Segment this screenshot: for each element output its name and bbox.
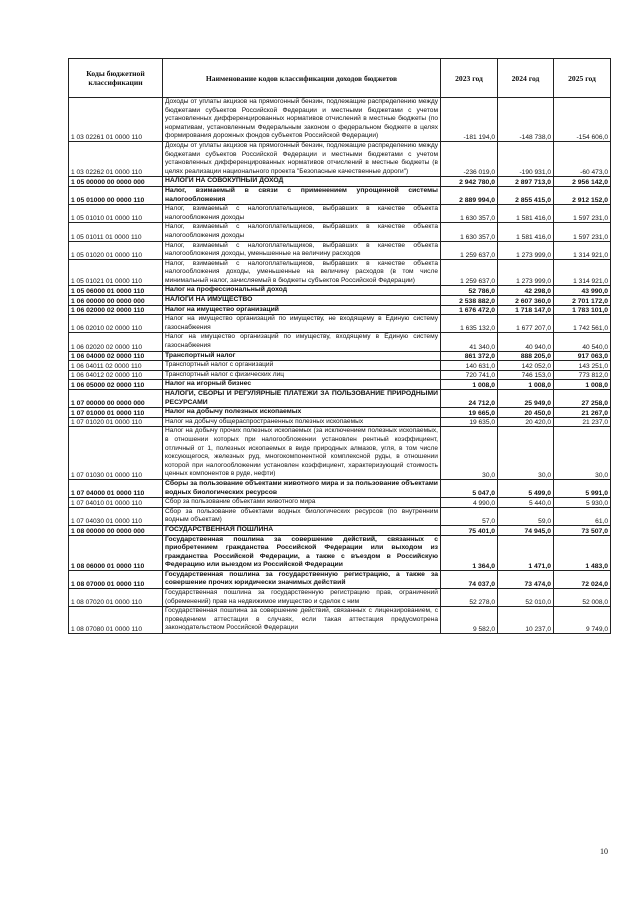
- row-code: 1 06 00000 00 0000 000: [69, 296, 163, 306]
- row-code: 1 07 01000 01 0000 110: [69, 408, 163, 418]
- row-code: 1 05 01011 01 0000 110: [69, 223, 163, 241]
- header-code: Коды бюджетной классификации: [69, 59, 163, 98]
- row-name: Налог на игорный бизнес: [163, 380, 441, 390]
- table-row: [69, 370, 611, 380]
- table-row: [69, 427, 611, 480]
- table-row: [69, 390, 611, 408]
- row-value-2024: -190 931,0: [498, 141, 554, 176]
- row-value-2025: 2 956 142,0: [554, 177, 611, 187]
- row-code: 1 07 04010 01 0000 110: [69, 498, 163, 508]
- row-code: 1 05 00000 00 0000 000: [69, 177, 163, 187]
- row-name: Налог, взимаемый в связи с применением упрощенной системы налогообложения: [163, 186, 441, 204]
- row-value-2024: 2 607 360,0: [498, 296, 554, 306]
- row-value-2025: 1 008,0: [554, 380, 611, 390]
- row-value-2025: 9 749,0: [554, 607, 611, 634]
- row-value-2023: 19 635,0: [441, 417, 498, 427]
- row-name: Транспортный налог с физических лиц: [163, 370, 441, 380]
- row-value-2024: 1 677 207,0: [498, 315, 554, 333]
- row-code: 1 07 01030 01 0000 110: [69, 427, 163, 480]
- row-value-2024: 10 237,0: [498, 607, 554, 634]
- row-value-2025: 1 314 921,0: [554, 259, 611, 286]
- table-row: [69, 607, 611, 634]
- row-code: 1 05 01000 00 0000 110: [69, 186, 163, 204]
- row-value-2024: 73 474,0: [498, 570, 554, 588]
- row-name: Доходы от уплаты акцизов на прямогонный бензин, подлежащие распределению между бюджетами субъектов Российской Федерации и местными бюджетами с учетом установленных дифференцированных нормативов отчислений в местные бюджеты (в целях реализации национального проекта "Безопасные качественные дороги"): [163, 141, 441, 176]
- row-code: 1 08 07000 01 0000 110: [69, 570, 163, 588]
- row-code: 1 08 07020 01 0000 110: [69, 589, 163, 607]
- row-value-2023: 57,0: [441, 507, 498, 525]
- row-value-2025: 5 930,0: [554, 498, 611, 508]
- row-value-2023: 720 741,0: [441, 370, 498, 380]
- table-row: [69, 205, 611, 223]
- row-value-2023: 24 712,0: [441, 390, 498, 408]
- row-value-2023: 861 372,0: [441, 351, 498, 361]
- table-row: [69, 417, 611, 427]
- row-value-2023: -236 019,0: [441, 141, 498, 176]
- row-value-2024: 74 945,0: [498, 525, 554, 535]
- table-row: [69, 98, 611, 142]
- row-value-2025: 1 483,0: [554, 535, 611, 570]
- row-value-2025: 40 540,0: [554, 333, 611, 351]
- table-row: [69, 223, 611, 241]
- row-name: Налог на добычу общераспространенных полезных ископаемых: [163, 417, 441, 427]
- row-value-2024: 52 010,0: [498, 589, 554, 607]
- row-name: Транспортный налог с организаций: [163, 361, 441, 371]
- row-name: Налог на имущество организаций по имуществу, входящему в Единую систему газоснабжения: [163, 333, 441, 351]
- table-body: [69, 98, 611, 634]
- row-value-2025: -60 473,0: [554, 141, 611, 176]
- row-value-2025: 1 597 231,0: [554, 223, 611, 241]
- row-value-2025: 1 597 231,0: [554, 205, 611, 223]
- row-code: 1 05 06000 01 0000 110: [69, 286, 163, 296]
- row-value-2025: 1 314 921,0: [554, 241, 611, 259]
- table-row: [69, 361, 611, 371]
- row-value-2025: 21 267,0: [554, 408, 611, 418]
- row-value-2023: 1 676 472,0: [441, 305, 498, 315]
- row-name: НАЛОГИ НА ИМУЩЕСТВО: [163, 296, 441, 306]
- row-value-2024: 25 949,0: [498, 390, 554, 408]
- row-value-2023: 1 364,0: [441, 535, 498, 570]
- table-row: [69, 570, 611, 588]
- table-row: [69, 141, 611, 176]
- table-row: [69, 351, 611, 361]
- row-value-2025: 61,0: [554, 507, 611, 525]
- row-name: Государственная пошлина за государственную регистрацию прав, ограничений (обременений) прав на недвижимое имущество и сделок с ним: [163, 589, 441, 607]
- table-row: [69, 525, 611, 535]
- row-value-2023: 4 990,0: [441, 498, 498, 508]
- row-code: 1 06 04000 02 0000 110: [69, 351, 163, 361]
- row-value-2023: 74 037,0: [441, 570, 498, 588]
- row-value-2024: 5 499,0: [498, 479, 554, 497]
- row-code: 1 05 01010 01 0000 110: [69, 205, 163, 223]
- row-value-2024: 1 718 147,0: [498, 305, 554, 315]
- row-code: 1 03 02261 01 0000 110: [69, 98, 163, 142]
- row-value-2024: 20 450,0: [498, 408, 554, 418]
- row-value-2024: 1 273 999,0: [498, 241, 554, 259]
- row-value-2025: 2 912 152,0: [554, 186, 611, 204]
- row-name: Сборы за пользование объектами животного мира и за пользование объектами водных биологических ресурсов: [163, 479, 441, 497]
- row-code: 1 06 02020 02 0000 110: [69, 333, 163, 351]
- row-code: 1 08 00000 00 0000 000: [69, 525, 163, 535]
- row-value-2023: 1 635 132,0: [441, 315, 498, 333]
- table-row: [69, 286, 611, 296]
- page-number: 10: [600, 847, 608, 856]
- row-value-2025: 21 237,0: [554, 417, 611, 427]
- row-name: Налог, взимаемый с налогоплательщиков, выбравших в качестве объекта налогообложения доходы: [163, 223, 441, 241]
- row-value-2025: 1 783 101,0: [554, 305, 611, 315]
- row-code: 1 06 04012 02 0000 110: [69, 370, 163, 380]
- row-code: 1 06 04011 02 0000 110: [69, 361, 163, 371]
- row-name: Государственная пошлина за совершение действий, связанных с лицензированием, с проведением аттестации в случаях, если такая аттестация предусмотрена законодательством Российской Федерации: [163, 607, 441, 634]
- row-value-2025: 30,0: [554, 427, 611, 480]
- row-value-2024: 5 440,0: [498, 498, 554, 508]
- row-code: 1 07 01020 01 0000 110: [69, 417, 163, 427]
- row-name: Налог, взимаемый с налогоплательщиков, выбравших в качестве объекта налогообложения доходы, уменьшенные на величину расходов (в том числе минимальный налог, зачисляемый в бюджеты субъектов Российской Федерации): [163, 259, 441, 286]
- row-code: 1 07 00000 00 0000 000: [69, 390, 163, 408]
- row-value-2023: 52 278,0: [441, 589, 498, 607]
- row-value-2023: 1 630 357,0: [441, 205, 498, 223]
- row-value-2025: 917 063,0: [554, 351, 611, 361]
- table-row: [69, 479, 611, 497]
- row-value-2023: 2 538 882,0: [441, 296, 498, 306]
- row-name: Транспортный налог: [163, 351, 441, 361]
- row-value-2024: 2 855 415,0: [498, 186, 554, 204]
- row-code: 1 06 02000 02 0000 110: [69, 305, 163, 315]
- row-name: Доходы от уплаты акцизов на прямогонный бензин, подлежащие распределению между бюджетами субъектов Российской Федерации и местными бюджетами с учетом установленных дифференцированных нормативов отчислений в местные бюджеты (по нормативам, установленным Федеральным законом о федеральном бюджете в целях формирования дорожных фондов субъектов Российской Федерации): [163, 98, 441, 142]
- row-name: Налог, взимаемый с налогоплательщиков, выбравших в качестве объекта налогообложения доходы, уменьшенные на величину расходов: [163, 241, 441, 259]
- row-value-2023: 52 786,0: [441, 286, 498, 296]
- table-row: [69, 259, 611, 286]
- row-value-2024: 20 420,0: [498, 417, 554, 427]
- row-value-2024: 746 153,0: [498, 370, 554, 380]
- row-value-2023: 1 259 637,0: [441, 259, 498, 286]
- table-row: [69, 408, 611, 418]
- row-value-2023: 1 259 637,0: [441, 241, 498, 259]
- header-2023: 2023 год: [441, 59, 498, 98]
- table-row: [69, 296, 611, 306]
- row-value-2023: 19 665,0: [441, 408, 498, 418]
- row-value-2023: 30,0: [441, 427, 498, 480]
- row-name: Государственная пошлина за государственную регистрацию, а также за совершение прочих юридически значимых действий: [163, 570, 441, 588]
- row-value-2024: 2 897 713,0: [498, 177, 554, 187]
- row-name: Государственная пошлина за совершение действий, связанных с приобретением гражданства Российской Федерации или выходом из гражданства Российской Федерации, а также с въездом в Российскую Федерацию или выездом из Российской Федерации: [163, 535, 441, 570]
- table-row: [69, 305, 611, 315]
- row-name: Налог, взимаемый с налогоплательщиков, выбравших в качестве объекта налогообложения доходы: [163, 205, 441, 223]
- row-name: Налог на добычу прочих полезных ископаемых (за исключением полезных ископаемых, в отношении которых при налогообложении установлен рентный коэффициент, отличный от 1, полезных ископаемых в виде природных алмазов, угля, в том числе коксующегося, железных руд, многокомпонентной комплексной руды, в отношении которой при налогообложении установлен коэффициент, характеризующий стоимость ценных компонентов в руде, нефти): [163, 427, 441, 480]
- table-row: [69, 186, 611, 204]
- row-value-2023: 1 630 357,0: [441, 223, 498, 241]
- row-code: 1 07 04030 01 0000 110: [69, 507, 163, 525]
- row-value-2024: 40 940,0: [498, 333, 554, 351]
- row-value-2024: 1 273 999,0: [498, 259, 554, 286]
- row-code: 1 05 01021 01 0000 110: [69, 259, 163, 286]
- header-2024: 2024 год: [498, 59, 554, 98]
- row-value-2025: 43 990,0: [554, 286, 611, 296]
- row-code: 1 06 05000 02 0000 110: [69, 380, 163, 390]
- table-row: [69, 589, 611, 607]
- table-row: [69, 315, 611, 333]
- row-name: Налог на имущество организаций: [163, 305, 441, 315]
- row-value-2023: 5 047,0: [441, 479, 498, 497]
- row-name: ГОСУДАРСТВЕННАЯ ПОШЛИНА: [163, 525, 441, 535]
- row-value-2025: 143 251,0: [554, 361, 611, 371]
- table-row: [69, 333, 611, 351]
- row-code: 1 05 01020 01 0000 110: [69, 241, 163, 259]
- table-row: [69, 177, 611, 187]
- row-value-2025: 5 991,0: [554, 479, 611, 497]
- table-header-row: [69, 59, 611, 98]
- table-row: [69, 498, 611, 508]
- row-value-2023: 1 008,0: [441, 380, 498, 390]
- table-row: [69, 507, 611, 525]
- row-value-2023: 41 340,0: [441, 333, 498, 351]
- row-value-2023: 140 631,0: [441, 361, 498, 371]
- row-value-2024: 30,0: [498, 427, 554, 480]
- row-name: Сбор за пользование объектами животного мира: [163, 498, 441, 508]
- row-value-2024: 1 471,0: [498, 535, 554, 570]
- row-name: Налог на профессиональный доход: [163, 286, 441, 296]
- table-row: [69, 241, 611, 259]
- row-code: 1 08 06000 01 0000 110: [69, 535, 163, 570]
- row-name: Налог на добычу полезных ископаемых: [163, 408, 441, 418]
- row-value-2024: 1 581 416,0: [498, 223, 554, 241]
- row-value-2023: 75 401,0: [441, 525, 498, 535]
- header-2025: 2025 год: [554, 59, 611, 98]
- row-code: 1 03 02262 01 0000 110: [69, 141, 163, 176]
- row-code: 1 07 04000 01 0000 110: [69, 479, 163, 497]
- row-value-2024: 1 581 416,0: [498, 205, 554, 223]
- row-code: 1 08 07080 01 0000 110: [69, 607, 163, 634]
- row-value-2024: 142 052,0: [498, 361, 554, 371]
- row-value-2025: 73 507,0: [554, 525, 611, 535]
- row-name: Сбор за пользование объектами водных биологических ресурсов (по внутренним водным объектам): [163, 507, 441, 525]
- row-name: Налог на имущество организаций по имуществу, не входящему в Единую систему газоснабжения: [163, 315, 441, 333]
- row-value-2025: 52 008,0: [554, 589, 611, 607]
- table-row: [69, 380, 611, 390]
- row-name: НАЛОГИ, СБОРЫ И РЕГУЛЯРНЫЕ ПЛАТЕЖИ ЗА ПОЛЬЗОВАНИЕ ПРИРОДНЫМИ РЕСУРСАМИ: [163, 390, 441, 408]
- row-value-2025: 773 812,0: [554, 370, 611, 380]
- table-row: [69, 535, 611, 570]
- row-value-2024: 42 298,0: [498, 286, 554, 296]
- row-value-2023: -181 194,0: [441, 98, 498, 142]
- row-value-2024: -148 738,0: [498, 98, 554, 142]
- row-value-2025: 27 258,0: [554, 390, 611, 408]
- row-value-2025: 72 024,0: [554, 570, 611, 588]
- row-value-2024: 59,0: [498, 507, 554, 525]
- row-value-2024: 888 205,0: [498, 351, 554, 361]
- row-name: НАЛОГИ НА СОВОКУПНЫЙ ДОХОД: [163, 177, 441, 187]
- row-value-2025: 2 701 172,0: [554, 296, 611, 306]
- row-value-2025: -154 606,0: [554, 98, 611, 142]
- row-value-2023: 9 582,0: [441, 607, 498, 634]
- row-value-2024: 1 008,0: [498, 380, 554, 390]
- row-value-2025: 1 742 561,0: [554, 315, 611, 333]
- row-value-2023: 2 889 994,0: [441, 186, 498, 204]
- revenue-table: [68, 58, 611, 634]
- header-name: Наименование кодов классификации доходов бюджетов: [163, 59, 441, 98]
- row-code: 1 06 02010 02 0000 110: [69, 315, 163, 333]
- row-value-2023: 2 942 780,0: [441, 177, 498, 187]
